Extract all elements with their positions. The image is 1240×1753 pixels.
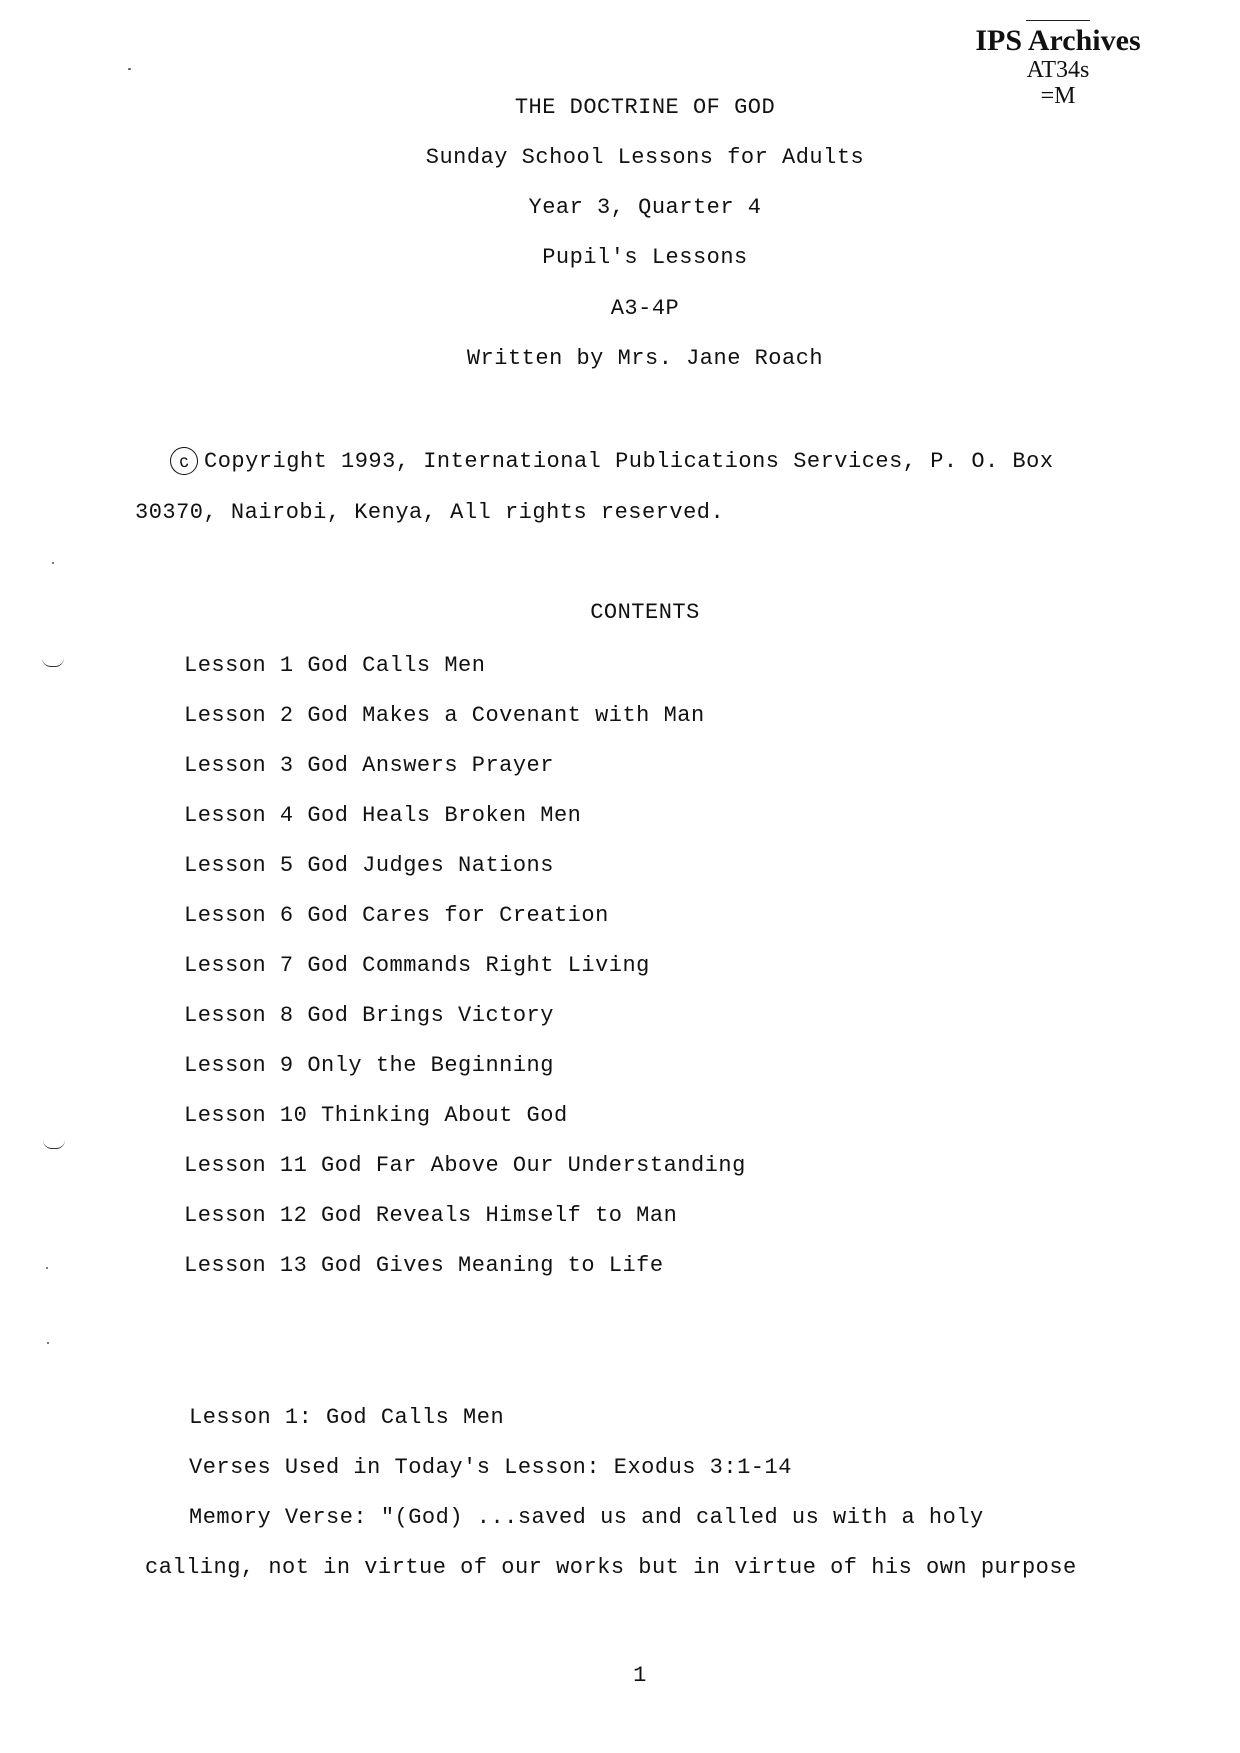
archive-code: AT34s — [1026, 57, 1090, 83]
toc-item-9: Lesson 9 Only the Beginning — [184, 1053, 554, 1078]
page-number: 1 — [633, 1663, 647, 1688]
toc-item-8: Lesson 8 God Brings Victory — [184, 1003, 554, 1028]
document-term: Year 3, Quarter 4 — [528, 195, 762, 220]
document-title: THE DOCTRINE OF GOD — [514, 95, 776, 120]
toc-item-5: Lesson 5 God Judges Nations — [184, 853, 554, 878]
stamp-rule — [1026, 20, 1090, 21]
lesson-1-verses: Verses Used in Today's Lesson: Exodus 3:1-14 — [189, 1455, 792, 1480]
document-subtitle: Sunday School Lessons for Adults — [425, 145, 865, 170]
document-code: A3-4P — [610, 296, 680, 321]
lesson-1-memory-verse-cont: calling, not in virtue of our works but in virtue of his own purpose — [145, 1555, 1077, 1580]
archive-title: IPS Archives — [975, 24, 1141, 57]
scan-speck — [47, 1342, 49, 1344]
toc-item-2: Lesson 2 God Makes a Covenant with Man — [184, 703, 705, 728]
copyright-line-1 — [170, 447, 1054, 475]
scan-mark — [43, 1140, 65, 1149]
scan-speck — [46, 1267, 48, 1269]
document-author: Written by Mrs. Jane Roach — [466, 346, 824, 371]
toc-item-3: Lesson 3 God Answers Prayer — [184, 753, 554, 778]
toc-item-4: Lesson 4 God Heals Broken Men — [184, 803, 582, 828]
toc-item-11: Lesson 11 God Far Above Our Understanding — [184, 1153, 746, 1178]
copyright-icon: c — [168, 445, 200, 477]
toc-item-12: Lesson 12 God Reveals Himself to Man — [184, 1203, 678, 1228]
document-type: Pupil's Lessons — [542, 245, 748, 270]
archive-mark: =M — [1040, 83, 1076, 109]
lesson-1-memory-verse: Memory Verse: "(God) ...saved us and called us with a holy — [189, 1505, 984, 1530]
toc-item-1: Lesson 1 God Calls Men — [184, 653, 486, 678]
toc-item-6: Lesson 6 God Cares for Creation — [184, 903, 609, 928]
scan-speck — [52, 562, 54, 564]
contents-heading: CONTENTS — [590, 600, 700, 625]
lesson-1-title: Lesson 1: God Calls Men — [189, 1405, 505, 1430]
scan-mark — [42, 658, 64, 667]
toc-item-13: Lesson 13 God Gives Meaning to Life — [184, 1253, 664, 1278]
toc-item-10: Lesson 10 Thinking About God — [184, 1103, 568, 1128]
copyright-text-1: Copyright 1993, International Publications Services, P. O. Box — [204, 448, 1054, 474]
toc-item-7: Lesson 7 God Commands Right Living — [184, 953, 650, 978]
scan-speck — [128, 68, 131, 70]
copyright-line-2: 30370, Nairobi, Kenya, All rights reserved. — [135, 500, 725, 525]
